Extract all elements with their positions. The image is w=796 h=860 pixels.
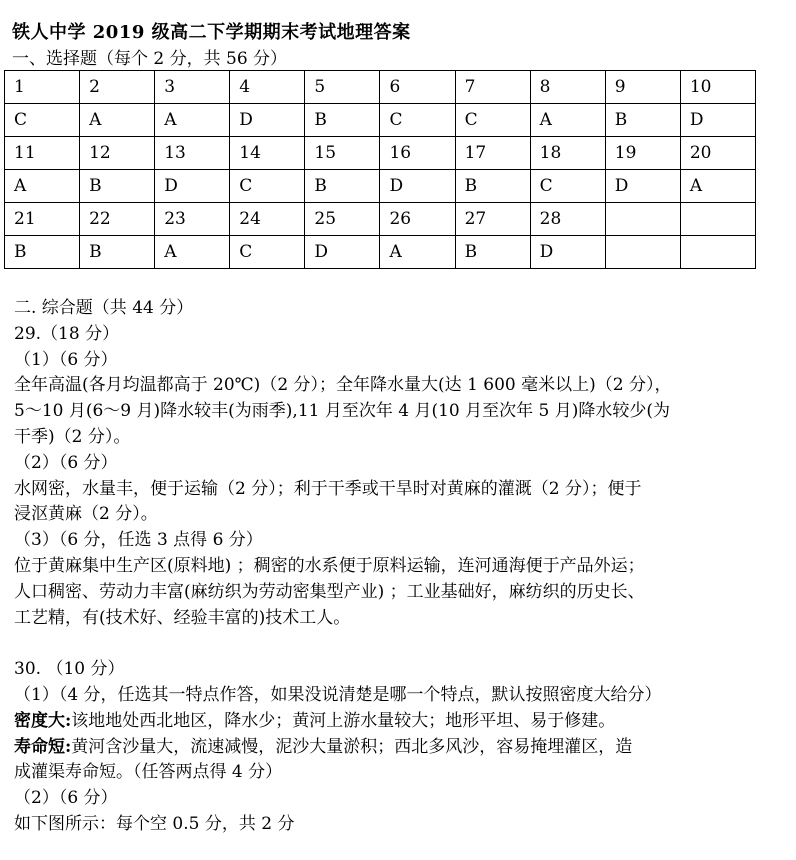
answer-row (5, 236, 756, 269)
q29-part3-line: 工艺精，有(技术好、经验丰富的)技术工人。 (14, 607, 351, 628)
answer-cell: B (605, 104, 680, 137)
question-number-cell: 12 (80, 137, 155, 170)
answer-cell: D (305, 236, 380, 269)
question-number-cell: 19 (605, 137, 680, 170)
question-number-cell: 1 (5, 71, 80, 104)
question-number-cell: 16 (380, 137, 455, 170)
answer-cell: B (455, 170, 530, 203)
question-number-cell: 6 (380, 71, 455, 104)
answer-row (5, 104, 756, 137)
question-number-cell: 25 (305, 203, 380, 236)
answer-cell: C (380, 104, 455, 137)
question-number-cell: 14 (230, 137, 305, 170)
answer-table (4, 70, 756, 269)
question-number-cell: 27 (455, 203, 530, 236)
q30-part1-label: （1）（4 分，任选其一特点作答，如果没说清楚是哪一个特点，默认按照密度大给分） (14, 684, 662, 705)
q29-part1-line: 5～10 月(6～9 月)降水较丰(为雨季),11 月至次年 4 月(10 月至次年 5 月)降水较少(为 (14, 401, 671, 422)
answer-cell: B (80, 170, 155, 203)
section1-heading: 一、选择题（每个 2 分，共 56 分） (12, 49, 288, 69)
question-number-cell: 13 (155, 137, 230, 170)
answer-cell: B (455, 236, 530, 269)
answer-cell: B (305, 104, 380, 137)
question-number-cell: 10 (680, 71, 755, 104)
answer-row (5, 170, 756, 203)
answer-cell: A (5, 170, 80, 203)
answer-cell (605, 236, 680, 269)
density-label: 密度大: (14, 710, 72, 731)
question-number-cell: 15 (305, 137, 380, 170)
question-number-cell: 20 (680, 137, 755, 170)
answer-cell: D (680, 104, 755, 137)
question-number-cell: 28 (530, 203, 605, 236)
answer-cell: B (305, 170, 380, 203)
answer-cell: A (380, 236, 455, 269)
answer-cell: D (230, 104, 305, 137)
answer-cell: D (380, 170, 455, 203)
question-number-cell: 7 (455, 71, 530, 104)
question-number-cell: 18 (530, 137, 605, 170)
blank-line (14, 631, 784, 657)
q29-part2-label: （2）（6 分） (14, 452, 118, 473)
question-number-cell (680, 203, 755, 236)
question-number-cell: 8 (530, 71, 605, 104)
answer-cell: A (530, 104, 605, 137)
answer-cell (680, 236, 755, 269)
question-number-cell: 11 (5, 137, 80, 170)
question-number-cell: 5 (305, 71, 380, 104)
life-label: 寿命短: (14, 736, 72, 757)
q29-part3-line: 位于黄麻集中生产区(原料地) ；稠密的水系便于原料运输，连河通海便于产品外运； (14, 555, 645, 576)
q29-part3-label: （3）（6 分，任选 3 点得 6 分） (14, 530, 263, 551)
question-number-cell: 21 (5, 203, 80, 236)
q30-life-line (14, 735, 784, 761)
q30-part2-label: （2）（6 分） (14, 788, 118, 809)
question-number-cell: 22 (80, 203, 155, 236)
answer-cell: A (155, 236, 230, 269)
answer-cell: D (530, 236, 605, 269)
q29-part1-label: （1）（6 分） (14, 349, 118, 370)
answer-cell: C (455, 104, 530, 137)
q29-part3-line: 人口稠密、劳动力丰富(麻纺织为劳动密集型产业) ；工业基础好，麻纺织的历史长、 (14, 581, 645, 602)
answer-cell: A (80, 104, 155, 137)
question-number-cell: 17 (455, 137, 530, 170)
q29-part1-line: 全年高温(各月均温都高于 20℃)（2 分）；全年降水量大(达 1 600 毫米以上)（2 分）， (14, 375, 672, 396)
life-text: 黄河含沙量大，流速减慢，泥沙大量淤积；西北多风沙，容易掩埋灌区，造 (71, 736, 633, 757)
answer-body-text (14, 296, 784, 838)
q30-life-line-2: 成灌渠寿命短。（任答两点得 4 分） (14, 762, 283, 783)
answer-cell: C (530, 170, 605, 203)
question-number-row (5, 203, 756, 236)
question-number-row (5, 137, 756, 170)
answer-cell: B (80, 236, 155, 269)
q29-part2-line: 水网密，水量丰，便于运输（2 分）；利于干季或干旱时对黄麻的灌溉（2 分）；便于 (14, 478, 642, 499)
question-number-cell: 24 (230, 203, 305, 236)
section2-heading: 二. 综合题（共 44 分） (14, 298, 194, 318)
answer-cell: C (230, 236, 305, 269)
page-title: 铁人中学 2019 级高二下学期期末考试地理答案 (12, 22, 411, 43)
question-number-cell: 3 (155, 71, 230, 104)
q29-heading: 29.（18 分） (14, 323, 120, 344)
question-number-cell: 26 (380, 203, 455, 236)
answer-cell: D (155, 170, 230, 203)
q30-density-line (14, 709, 784, 735)
q29-part1-line: 干季)（2 分）。 (14, 426, 131, 447)
question-number-cell: 4 (230, 71, 305, 104)
answer-cell: A (155, 104, 230, 137)
question-number-row (5, 71, 756, 104)
q29-part2-line: 浸沤黄麻（2 分）。 (14, 504, 158, 525)
question-number-cell: 9 (605, 71, 680, 104)
answer-cell: A (680, 170, 755, 203)
density-text: 该地地处西北地区，降水少；黄河上游水量较大；地形平坦、易于修建。 (71, 710, 616, 731)
q30-part2-text: 如下图所示：每个空 0.5 分，共 2 分 (14, 813, 295, 834)
answer-cell: C (5, 104, 80, 137)
question-number-cell (605, 203, 680, 236)
question-number-cell: 23 (155, 203, 230, 236)
question-number-cell: 2 (80, 71, 155, 104)
answer-cell: C (230, 170, 305, 203)
answer-cell: D (605, 170, 680, 203)
q30-heading: 30. （10 分） (14, 659, 125, 680)
answer-cell: B (5, 236, 80, 269)
